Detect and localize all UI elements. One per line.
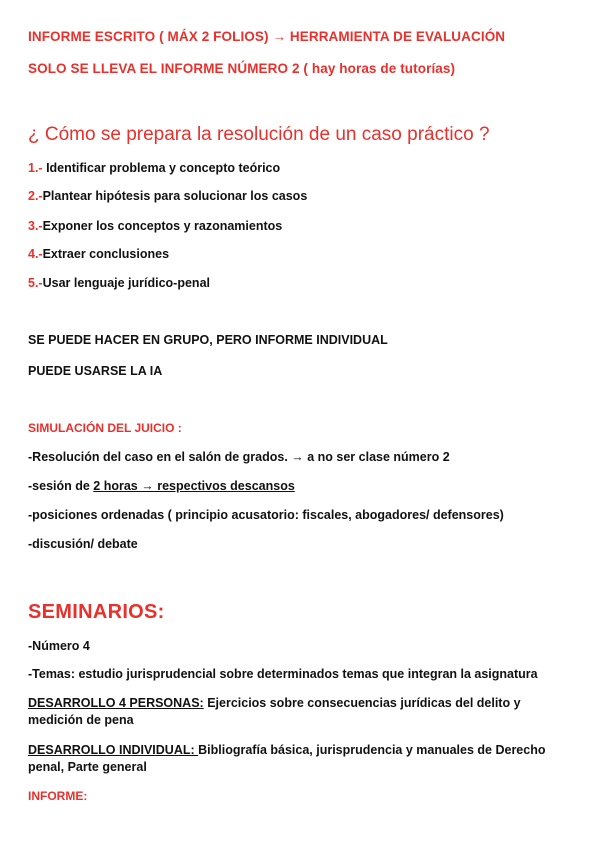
seminars-development-individual	[28, 742, 576, 776]
step-item-2	[28, 189, 307, 203]
step-text: Usar lenguaje jurídico-penal	[42, 276, 210, 290]
seminars-number: -Número 4	[28, 639, 90, 653]
development-individual-label: DESARROLLO INDIVIDUAL:	[28, 743, 199, 757]
seminars-topics: -Temas: estudio jurisprudencial sobre determinados temas que integran la asignatura	[28, 667, 538, 681]
simulation-heading: SIMULACIÓN DEL JUICIO :	[28, 421, 182, 435]
step-text: Plantear hipótesis para solucionar los casos	[42, 189, 308, 203]
step-item-3	[28, 219, 282, 233]
development-group-text: Ejercicios sobre consecuencias jurídicas del delito y medición de pena	[28, 696, 521, 727]
header-line-1: INFORME ESCRITO ( MÁX 2 FOLIOS) → HERRAMIENTA DE EVALUACIÓN	[28, 29, 506, 44]
step-number: 4.-	[28, 247, 43, 261]
step-text: Identificar problema y concepto teórico	[42, 161, 281, 175]
section-question-heading: ¿ Cómo se prepara la resolución de un caso práctico ?	[28, 124, 490, 145]
simulation-item-2-underlined: 2 horas → respectivos descansos	[93, 479, 295, 493]
step-number: 1.-	[28, 161, 43, 175]
simulation-item-4: -discusión/ debate	[28, 537, 138, 551]
header-line-2: SOLO SE LLEVA EL INFORME NÚMERO 2 ( hay horas de tutorías)	[28, 61, 456, 76]
simulation-item-1: -Resolución del caso en el salón de grados. → a no ser clase número 2	[28, 450, 450, 464]
seminars-development-group	[28, 695, 576, 729]
note-group-work: SE PUEDE HACER EN GRUPO, PERO INFORME INDIVIDUAL	[28, 333, 388, 347]
step-text: Exponer los conceptos y razonamientos	[42, 219, 283, 233]
seminars-heading: SEMINARIOS:	[28, 601, 165, 623]
step-item-4	[28, 247, 169, 261]
simulation-item-2	[28, 479, 295, 493]
development-group-label: DESARROLLO 4 PERSONAS:	[28, 696, 204, 710]
simulation-item-2-prefix: -sesión de	[28, 479, 94, 493]
step-number: 5.-	[28, 276, 43, 290]
development-individual-text: Bibliografía básica, jurisprudencia y manuales de Derecho penal, Parte general	[28, 743, 546, 774]
step-item-5	[28, 276, 210, 290]
step-number: 3.-	[28, 219, 43, 233]
report-heading: INFORME:	[28, 789, 88, 803]
simulation-item-3: -posiciones ordenadas ( principio acusatorio: fiscales, abogadores/ defensores)	[28, 508, 504, 522]
note-ai-allowed: PUEDE USARSE LA IA	[28, 364, 163, 378]
step-item-1	[28, 161, 280, 175]
step-text: Extraer conclusiones	[42, 247, 170, 261]
step-number: 2.-	[28, 189, 43, 203]
